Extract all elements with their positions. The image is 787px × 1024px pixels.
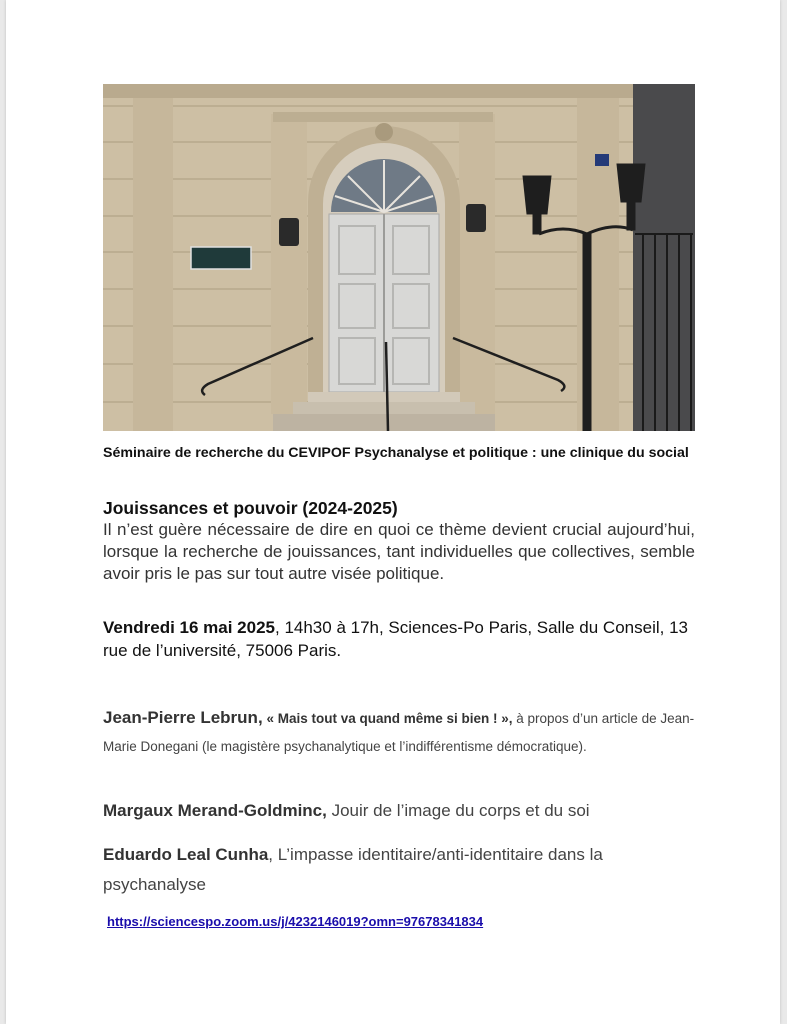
speaker-name: Jean-Pierre Lebrun, xyxy=(103,708,263,727)
event-details: , 14h30 à 17h, Sciences-Po Paris, Salle du Conseil, 13 rue de l’université, 75006 Paris. xyxy=(103,618,688,660)
seminar-intro: Il n’est guère nécessaire de dire en quoi ce thème devient crucial aujourd’hui, lorsque la recherche de jouissances, tant individuelles que collectives, semble avoir pris le pas sur tout autre visée politique. xyxy=(103,520,695,583)
seminar-heading: Jouissances et pouvoir (2024-2025) xyxy=(103,498,398,518)
talk-item xyxy=(103,798,695,824)
event-info xyxy=(103,616,703,662)
building-illustration xyxy=(103,84,695,431)
speaker-name: Margaux Merand-Goldminc, xyxy=(103,801,327,820)
building-photo xyxy=(103,84,695,431)
document-page xyxy=(6,0,780,1024)
talk-description: à propos d’un article de Jean-Marie Donegani (le magistère psychanalytique et l’indifférentisme démocratique). xyxy=(103,711,695,754)
seminar-caption: Séminaire de recherche du CEVIPOF Psychanalyse et politique : une clinique du social xyxy=(103,445,689,461)
talk-item xyxy=(103,840,695,900)
talk-description: Jouir de l’image du corps et du soi xyxy=(326,801,590,820)
speaker-name: Eduardo Leal Cunha xyxy=(103,845,269,864)
event-date: Vendredi 16 mai 2025 xyxy=(103,618,275,637)
zoom-link[interactable]: https://sciencespo.zoom.us/j/4232146019?omn=97678341834 xyxy=(107,914,484,929)
talk-description: , L’impasse identitaire/anti-identitaire dans la psychanalyse xyxy=(103,845,603,894)
talk-title: « Mais tout va quand même si bien ! », xyxy=(266,711,513,726)
talk-item xyxy=(103,704,695,761)
